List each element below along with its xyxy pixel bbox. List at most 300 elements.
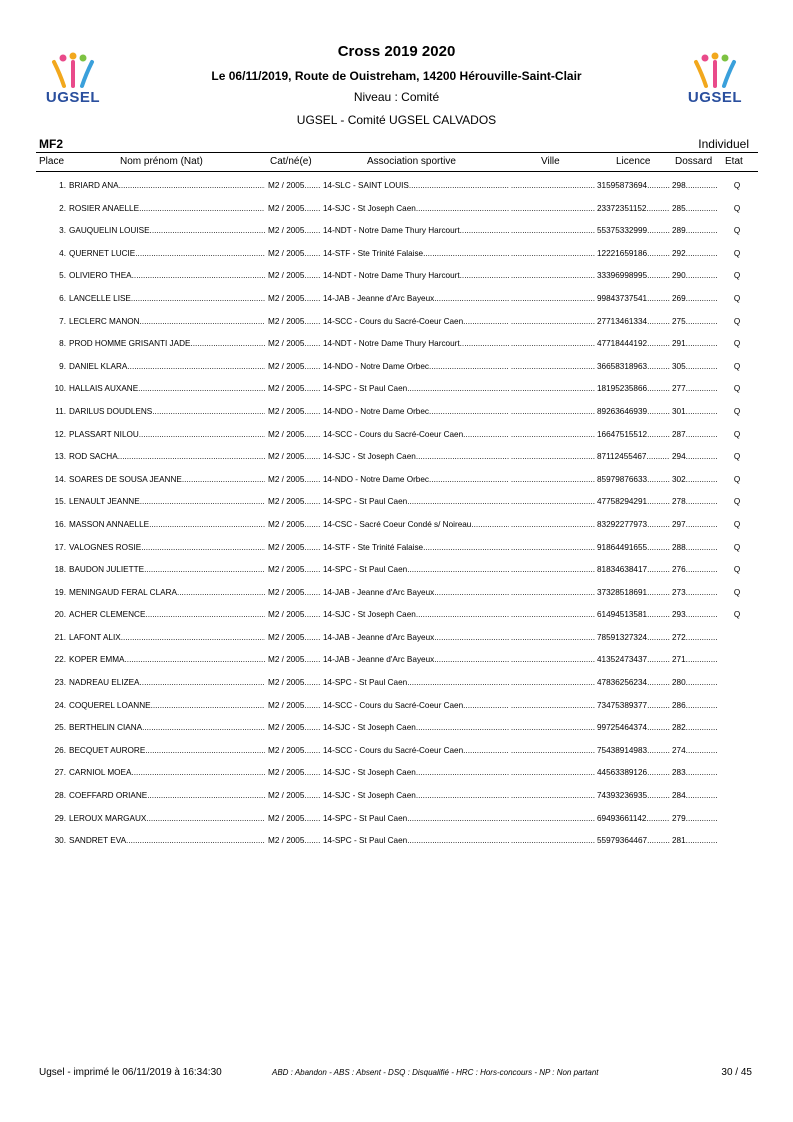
dot-leader (686, 204, 718, 213)
dot-leader (686, 497, 718, 506)
row-dossard (672, 178, 718, 193)
dot-leader (407, 814, 509, 823)
row-etat (730, 607, 744, 622)
dot-leader (511, 836, 595, 845)
row-category (268, 336, 321, 351)
row-name (69, 698, 265, 713)
dot-leader (686, 339, 718, 348)
row-name (69, 201, 265, 216)
row-name-text: CARNIOL MOEA (69, 768, 132, 778)
row-licence-text: 81834638417 (597, 565, 648, 575)
row-ville (511, 381, 595, 396)
dot-leader (686, 814, 718, 823)
row-association (323, 720, 509, 735)
dot-leader (407, 497, 509, 506)
row-association (323, 833, 509, 848)
row-name (69, 811, 265, 826)
row-etat (730, 427, 744, 442)
dot-leader (132, 271, 265, 280)
row-name (69, 404, 265, 419)
dot-leader (686, 362, 718, 371)
dot-leader (463, 430, 509, 439)
row-ville (511, 698, 595, 713)
dot-leader (460, 226, 509, 235)
level-label: Niveau : Comité (353, 90, 440, 104)
row-name (69, 246, 265, 261)
row-place-text: 18. (54, 565, 66, 575)
dot-leader (646, 814, 670, 823)
row-name (69, 314, 265, 329)
row-category (268, 540, 321, 555)
table-row (0, 359, 793, 382)
dot-leader (460, 339, 509, 348)
row-licence (597, 314, 670, 329)
dot-leader (511, 655, 595, 664)
row-licence (597, 291, 670, 306)
dot-leader (511, 362, 595, 371)
row-name (69, 765, 265, 780)
dot-leader (686, 655, 718, 664)
row-category-text: M2 / 2005 (268, 678, 305, 688)
table-row (0, 178, 793, 201)
row-licence (597, 268, 670, 283)
dot-leader (140, 678, 265, 687)
table-row (0, 246, 793, 269)
row-name (69, 675, 265, 690)
row-place (44, 427, 66, 442)
row-association (323, 472, 509, 487)
row-dossard-text: 297 (672, 519, 686, 529)
row-association-text: 14-SCC - Cours du Sacré-Coeur Caen (323, 429, 464, 439)
dot-leader (304, 339, 321, 348)
row-dossard-text: 284 (672, 791, 686, 801)
column-header-dossard: Dossard (675, 156, 713, 167)
row-licence (597, 833, 670, 848)
row-etat-text: Q (733, 452, 741, 462)
row-dossard (672, 201, 718, 216)
row-name-text: COQUEREL LOANNE (69, 700, 151, 710)
row-association-text: 14-SPC - St Paul Caen (323, 565, 408, 575)
dot-leader (647, 249, 670, 258)
table-row (0, 675, 793, 698)
row-name-text: KOPER EMMA (69, 655, 125, 665)
row-licence (597, 540, 670, 555)
row-ville (511, 223, 595, 238)
row-place (44, 720, 66, 735)
row-category-text: M2 / 2005 (268, 429, 305, 439)
dot-leader (141, 543, 265, 552)
dot-leader (511, 633, 595, 642)
row-place (44, 291, 66, 306)
dot-leader (416, 768, 509, 777)
row-category-text: M2 / 2005 (268, 203, 305, 213)
race-category: MF2 (39, 137, 63, 151)
row-licence-text: 61494513581 (597, 610, 648, 620)
column-header-etat: Etat (725, 156, 743, 167)
dot-leader (304, 362, 321, 371)
row-etat (730, 404, 744, 419)
dot-leader (304, 791, 321, 800)
row-name (69, 427, 265, 442)
row-licence (597, 607, 670, 622)
row-category (268, 585, 321, 600)
row-dossard (672, 427, 718, 442)
dot-leader (647, 520, 670, 529)
row-dossard (672, 494, 718, 509)
row-etat-text: Q (733, 248, 741, 258)
row-category-text: M2 / 2005 (268, 339, 305, 349)
dot-leader (686, 226, 718, 235)
row-dossard (672, 652, 718, 667)
dot-leader (429, 475, 509, 484)
dot-leader (647, 497, 670, 506)
row-category (268, 811, 321, 826)
row-place-text: 24. (54, 700, 66, 710)
dot-leader (471, 520, 509, 529)
row-association-text: 14-SPC - St Paul Caen (323, 384, 408, 394)
dot-leader (647, 430, 670, 439)
row-dossard (672, 698, 718, 713)
table-row (0, 630, 793, 653)
row-dossard-text: 286 (672, 700, 686, 710)
row-name (69, 472, 265, 487)
row-association-text: 14-CSC - Sacré Coeur Condé s/ Noireau (323, 519, 472, 529)
row-etat (730, 291, 744, 306)
row-licence (597, 765, 670, 780)
dot-leader (686, 430, 718, 439)
row-ville (511, 675, 595, 690)
dot-leader (407, 384, 509, 393)
dot-leader (304, 294, 321, 303)
row-association-text: 14-STF - Ste Trinité Falaise (323, 248, 424, 258)
row-association (323, 652, 509, 667)
row-name-text: HALLAIS AUXANE (69, 384, 139, 394)
row-category (268, 765, 321, 780)
dot-leader (304, 543, 321, 552)
row-dossard-text: 302 (672, 474, 686, 484)
row-etat-text: Q (733, 519, 741, 529)
dot-leader (463, 746, 509, 755)
dot-leader (686, 407, 718, 416)
row-etat (730, 314, 744, 329)
row-category (268, 359, 321, 374)
row-association-text: 14-SCC - Cours du Sacré-Coeur Caen (323, 700, 464, 710)
row-dossard-text: 271 (672, 655, 686, 665)
row-place-text: 9. (59, 361, 66, 371)
print-timestamp: Ugsel - imprimé le 06/11/2019 à 16:34:30 (39, 1067, 222, 1078)
row-place (44, 585, 66, 600)
row-association-text: 14-SJC - St Joseph Caen (323, 791, 416, 801)
dot-leader (646, 452, 670, 461)
header-rule-top (36, 152, 758, 153)
row-name (69, 720, 265, 735)
row-dossard-text: 283 (672, 768, 686, 778)
row-ville (511, 314, 595, 329)
column-header-association: Association sportive (367, 156, 456, 167)
table-row (0, 833, 793, 856)
row-category-text: M2 / 2005 (268, 791, 305, 801)
dot-leader (146, 814, 265, 823)
dot-leader (429, 407, 509, 416)
header-rule-bottom (36, 171, 758, 172)
dot-leader (511, 271, 595, 280)
row-category-text: M2 / 2005 (268, 768, 305, 778)
row-ville (511, 268, 595, 283)
row-place-text: 21. (54, 632, 66, 642)
row-ville (511, 607, 595, 622)
dot-leader (511, 543, 595, 552)
row-place (44, 404, 66, 419)
row-association (323, 607, 509, 622)
row-etat (730, 223, 744, 238)
row-place-text: 3. (59, 226, 66, 236)
dot-leader (423, 249, 509, 258)
row-association (323, 698, 509, 713)
row-name (69, 607, 265, 622)
dot-leader (686, 768, 718, 777)
row-category (268, 427, 321, 442)
dot-leader (145, 610, 265, 619)
dot-leader (304, 610, 321, 619)
row-licence-text: 78591327324 (597, 632, 648, 642)
row-dossard-text: 277 (672, 384, 686, 394)
row-association (323, 359, 509, 374)
row-association-text: 14-NDT - Notre Dame Thury Harcourt (323, 339, 460, 349)
row-etat (730, 540, 744, 555)
dot-leader (647, 565, 670, 574)
row-place-text: 17. (54, 542, 66, 552)
row-etat-text: Q (733, 565, 741, 575)
dot-leader (647, 701, 670, 710)
row-place (44, 675, 66, 690)
dot-leader (647, 768, 670, 777)
row-dossard-text: 298 (672, 181, 686, 190)
dot-leader (647, 317, 670, 326)
dot-leader (304, 430, 321, 439)
row-licence (597, 404, 670, 419)
row-name (69, 652, 265, 667)
row-dossard-text: 289 (672, 226, 686, 236)
row-ville (511, 562, 595, 577)
row-association (323, 562, 509, 577)
row-name (69, 562, 265, 577)
table-row (0, 585, 793, 608)
row-licence (597, 246, 670, 261)
row-etat-text: Q (733, 293, 741, 303)
row-name-text: NADREAU ELIZEA (69, 678, 140, 688)
row-licence (597, 178, 670, 193)
race-mode: Individuel (698, 137, 749, 151)
row-name-text: BAUDON JULIETTE (69, 565, 145, 575)
row-licence-text: 85979876633 (597, 474, 648, 484)
row-dossard-text: 294 (672, 452, 686, 462)
row-place-text: 23. (54, 678, 66, 688)
dot-leader (686, 294, 718, 303)
row-association (323, 178, 509, 193)
row-etat-text: Q (733, 474, 741, 484)
committee-label: UGSEL - Comité UGSEL CALVADOS (296, 113, 497, 127)
dot-leader (647, 588, 670, 597)
dot-leader (126, 836, 265, 845)
dot-leader (686, 633, 718, 642)
results-table (0, 178, 793, 856)
dot-leader (686, 249, 718, 258)
dot-leader (511, 452, 595, 461)
dot-leader (511, 701, 595, 710)
table-row (0, 811, 793, 834)
dot-leader (145, 746, 265, 755)
row-name-text: BECQUET AURORE (69, 745, 146, 755)
row-ville (511, 291, 595, 306)
table-row (0, 743, 793, 766)
row-ville (511, 359, 595, 374)
row-category (268, 201, 321, 216)
row-association-text: 14-JAB - Jeanne d'Arc Bayeux (323, 655, 435, 665)
dot-leader (686, 678, 718, 687)
table-row (0, 291, 793, 314)
row-place-text: 19. (54, 587, 66, 597)
row-licence-text: 47718444192 (597, 339, 648, 349)
row-name (69, 540, 265, 555)
dot-leader (686, 384, 718, 393)
row-category-text: M2 / 2005 (268, 181, 305, 190)
dot-leader (118, 452, 265, 461)
row-association-text: 14-SPC - St Paul Caen (323, 497, 408, 507)
row-place-text: 30. (54, 836, 66, 846)
row-place (44, 743, 66, 758)
table-row (0, 652, 793, 675)
dot-leader (646, 204, 670, 213)
row-dossard (672, 675, 718, 690)
dot-leader (416, 610, 509, 619)
row-dossard (672, 404, 718, 419)
dot-leader (304, 497, 321, 506)
dot-leader (511, 226, 595, 235)
row-licence-text: 89263646939 (597, 406, 648, 416)
row-licence-text: 16647515512 (597, 429, 648, 439)
row-name (69, 494, 265, 509)
row-dossard (672, 223, 718, 238)
row-dossard-text: 301 (672, 406, 686, 416)
row-licence (597, 494, 670, 509)
dot-leader (511, 339, 595, 348)
row-licence (597, 811, 670, 826)
row-place (44, 517, 66, 532)
column-header-ville: Ville (541, 156, 560, 167)
dot-leader (686, 746, 718, 755)
row-licence-text: 47758294291 (597, 497, 648, 507)
row-association-text: 14-SJC - St Joseph Caen (323, 768, 416, 778)
dot-leader (150, 226, 265, 235)
row-category (268, 517, 321, 532)
row-licence (597, 201, 670, 216)
row-place-text: 25. (54, 723, 66, 733)
row-name-text: SOARES DE SOUSA JEANNE (69, 474, 182, 484)
row-etat (730, 336, 744, 351)
dot-leader (140, 317, 265, 326)
row-ville (511, 765, 595, 780)
row-licence-text: 44563389126 (597, 768, 648, 778)
dot-leader (416, 791, 509, 800)
dot-leader (463, 317, 509, 326)
dot-leader (304, 475, 321, 484)
row-place-text: 7. (59, 316, 66, 326)
dot-leader (511, 768, 595, 777)
row-licence-text: 47836256234 (597, 678, 648, 688)
row-place-text: 22. (54, 655, 66, 665)
row-category-text: M2 / 2005 (268, 542, 305, 552)
dot-leader (463, 701, 509, 710)
dot-leader (304, 746, 321, 755)
dot-leader (407, 836, 509, 845)
row-ville (511, 246, 595, 261)
table-row (0, 765, 793, 788)
row-dossard-text: 269 (672, 293, 686, 303)
dot-leader (647, 678, 670, 687)
row-category-text: M2 / 2005 (268, 474, 305, 484)
row-dossard (672, 268, 718, 283)
dot-leader (511, 181, 595, 190)
dot-leader (409, 181, 509, 190)
dot-leader (511, 588, 595, 597)
row-etat (730, 472, 744, 487)
row-ville (511, 585, 595, 600)
row-dossard-text: 274 (672, 745, 686, 755)
row-association-text: 14-SJC - St Joseph Caen (323, 610, 416, 620)
row-category (268, 833, 321, 848)
table-row (0, 472, 793, 495)
column-header-place: Place (39, 156, 65, 167)
row-association (323, 811, 509, 826)
dot-leader (511, 791, 595, 800)
row-association (323, 630, 509, 645)
dot-leader (152, 407, 265, 416)
row-association (323, 449, 509, 464)
table-row (0, 720, 793, 743)
page-title: Cross 2019 2020 (337, 43, 456, 60)
dot-leader (434, 655, 509, 664)
row-etat-text: Q (733, 203, 741, 213)
row-category (268, 698, 321, 713)
row-name-text: ROSIER ANAELLE (69, 203, 140, 213)
dot-leader (416, 452, 509, 461)
row-etat-text: Q (733, 542, 741, 552)
row-ville (511, 720, 595, 735)
dot-leader (304, 588, 321, 597)
row-dossard-text: 276 (672, 565, 686, 575)
row-name (69, 788, 265, 803)
row-dossard (672, 449, 718, 464)
dot-leader (647, 294, 670, 303)
row-association-text: 14-JAB - Jeanne d'Arc Bayeux (323, 632, 435, 642)
dot-leader (149, 520, 265, 529)
row-place-text: 15. (54, 497, 66, 507)
row-dossard-text: 282 (672, 723, 686, 733)
dot-leader (304, 384, 321, 393)
row-place (44, 246, 66, 261)
dot-leader (511, 475, 595, 484)
row-ville (511, 652, 595, 667)
row-place-text: 12. (54, 429, 66, 439)
dot-leader (121, 633, 265, 642)
dot-leader (304, 271, 321, 280)
row-category (268, 652, 321, 667)
row-place (44, 652, 66, 667)
row-ville (511, 743, 595, 758)
row-place (44, 788, 66, 803)
row-licence (597, 223, 670, 238)
row-licence (597, 562, 670, 577)
